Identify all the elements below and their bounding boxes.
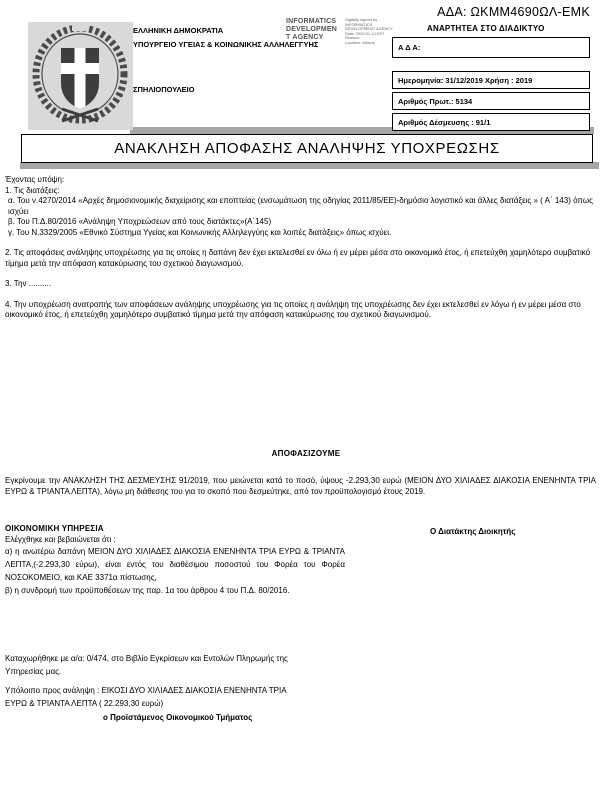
having-regard-line: Έχοντας υπόψη:: [5, 175, 65, 184]
protocol-number-box: Αριθμός Πρωτ.: 5134: [392, 92, 590, 110]
ada-field-box: Α Δ Α:: [392, 37, 590, 58]
commitment-number-box: Αριθμός Δέσμευσης : 91/1: [392, 113, 590, 131]
finance-checked-line: Ελέγχθηκε και βεβαιώνεται ότι :: [5, 535, 116, 544]
title-shadow-bottom: [20, 162, 599, 169]
finance-head-signature-title: ο Προϊστάμενος Οικονομικού Τμήματος: [103, 713, 253, 722]
ministry-line: ΥΠΟΥΡΓΕΙΟ ΥΓΕΙΑΣ & ΚΟΙΝΩΝΙΚΗΣ ΑΛΛΗΛΕΓΓΥΗΣ: [133, 40, 319, 49]
stamp-agency-line: T AGENCY: [286, 34, 324, 41]
stamp-detail-line: DEVELOPMENT AGENCY: [345, 26, 393, 32]
stamp-detail-line: Digitally signed by: [345, 17, 378, 22]
finance-point-a: α) η ανωτέρω δαπάνη ΜΕΙΟΝ ΔΥΟ ΧΙΛΙΑΔΕΣ ΔΙΑΚΟΣΙΑ ΕΝΕΝΗΝΤΑ ΤΡΙΑ ΕΥΡΩ & ΤΡΙΑΝΤΑ ΛΕΠΤΑ,(-2.293,30 εύρω), είναι εντός του διαθέσιμου ποσοστού του Φορέα του Φορέα ΝΟΣΟΚΟΜΕΙΟ, και ΚΑΕ 3371α πίστωσης,: [5, 547, 345, 582]
ada-code: ΑΔΑ: ΩΚΜΜ4690ΩΛ-ΕΜΚ: [437, 5, 590, 19]
item-1: 1. Τις διατάξεις:: [5, 185, 60, 195]
spacer: [5, 269, 594, 279]
finance-service-section: [5, 523, 345, 597]
republic-line: ΕΛΛΗΝΙΚΗ ΔΗΜΟΚΡΑΤΙΑ: [133, 26, 224, 35]
spacer: [5, 290, 594, 300]
item-2: 2. Τις αποφάσεις ανάληψης υποχρέωσης για τις οποίες η δαπάνη δεν έχει εκτελεσθεί εν όλω ή εν μέρει μέσα στο οικονομικό έτος, ή επετεύχθη χαμηλότερο συμβατικό τίμημα μετά την απόφαση κατακύρωσης του σχετικού διαγωνισμού.: [5, 248, 591, 268]
stamp-detail-line: Date: 2020.01.10 EET: [345, 30, 385, 36]
item-4: 4. Την υποχρέωση ανατροπής των αποφάσεων ανάληψης υποχρέωσης για τις οποίες η ανάληψη της υποχρέωσης δεν έχει εκτελεσθεί εν λόγω ή εν μέρει μέσα στο οικονομικό έτος, ή επετεύχθη χαμηλότερο συμβατικό τίμημα μετά την απόφαση κατακύρωσης του σχετικού διαγωνισμού.: [5, 299, 581, 319]
item-3: 3. Την ..........: [5, 279, 51, 288]
spacer: [5, 238, 594, 248]
internet-posting-notice: ΑΝΑΡΤΗΤΕΑ ΣΤΟ ΔΙΑΔΙΚΤΥΟ: [427, 24, 545, 33]
finance-service-heading: ΟΙΚΟΝΟΜΙΚΗ ΥΠΗΡΕΣΙΑ: [5, 524, 104, 533]
preamble-section: [5, 175, 594, 321]
registration-note: Καταχωρήθηκε με α/α: 0/474, στο Βιβλίο Εγκρίσεων και Εντολών Πληρωμής της Υπηρεσίας μας.: [5, 654, 288, 676]
decision-text: Εγκρίνουμε την ΑΝΑΚΛΗΣΗ ΤΗΣ ΔΕΣΜΕΥΣΗΣ 91/2019, που μειώνεται κατά το ποσό, ύψους -2.293,30 ευρώ (ΜΕΙΟΝ ΔΥΟ ΧΙΛΙΑΔΕΣ ΔΙΑΚΟΣΙΑ ΕΝΕΝΗΝΤΑ ΤΡΙΑ ΕΥΡΩ & ΤΡΙΑΝΤΑ ΛΕΠΤΑ), λόγω μη διάθεσης του για το σκοπό που δεσμεύτηκε, από τον προϋπολογισμό έτους 2019.: [5, 476, 596, 496]
stamp-detail-line: Location: Athens: [345, 39, 375, 45]
remaining-balance-note: Υπόλοιπο προς ανάληψη : ΕΙΚΟΣΙ ΔΥΟ ΧΙΛΙΑΔΕΣ ΔΙΑΚΟΣΙΑ ΕΝΕΝΗΝΤΑ ΤΡΙΑ ΕΥΡΩ & ΤΡΙΑΝΤΑ ΛΕΠΤΑ ( 22.293,30 ευρώ): [5, 686, 287, 708]
hospital-line: ΣΠΗΛΙΟΠΟΥΛΕΙΟ: [133, 85, 195, 94]
item-1c: γ. Του Ν.3329/2005 «Εθνικό Σύστημα Υγείας και Κοινωνικής Αλληλεγγύης και λοιπές διατάξεις» όπως ισχύει.: [8, 227, 392, 237]
stamp-agency-line: DEVELOPMEN: [286, 26, 338, 33]
issuing-authority-block: [133, 26, 323, 94]
decision-heading: ΑΠΟΦΑΣΙΖΟΥΜΕ: [271, 449, 341, 458]
date-usage-box: Ημερομηνία: 31/12/2019 Χρήση : 2019: [392, 71, 590, 89]
item-1b: β. Του Π.Δ.80/2016 «Ανάληψη Υποχρεώσεων από τους διατάκτες»(Α΄145): [8, 217, 272, 226]
greek-coat-of-arms-icon: [28, 22, 133, 130]
item-1a: α. Του ν.4270/2014 «Αρχές δημοσιονομικής διαχείρισης και εποπτείας (ενσωμάτωση της οδηγίας 2011/85/ΕΕ)-δημόσιο λογιστικό και άλλες διατάξεις » ( Α΄ 143) όπως ισχύει: [8, 196, 593, 216]
ordering-officer-title: Ο Διατάκτης Διοικητής: [430, 527, 516, 536]
finance-point-b: β) η συνδρομή των προϋποθέσεων της παρ. 1α του άρθρου 4 του Π.Δ. 80/2016.: [5, 586, 290, 595]
document-title: ΑΝΑΚΛΗΣΗ ΑΠΟΦΑΣΗΣ ΑΝΑΛΗΨΗΣ ΥΠΟΧΡΕΩΣΗΣ: [21, 134, 593, 163]
stamp-detail-line: Reason:: [345, 35, 360, 41]
stamp-agency-line: INFORMATICS: [286, 18, 337, 25]
stamp-detail-line: INFORMATICS: [345, 21, 373, 27]
